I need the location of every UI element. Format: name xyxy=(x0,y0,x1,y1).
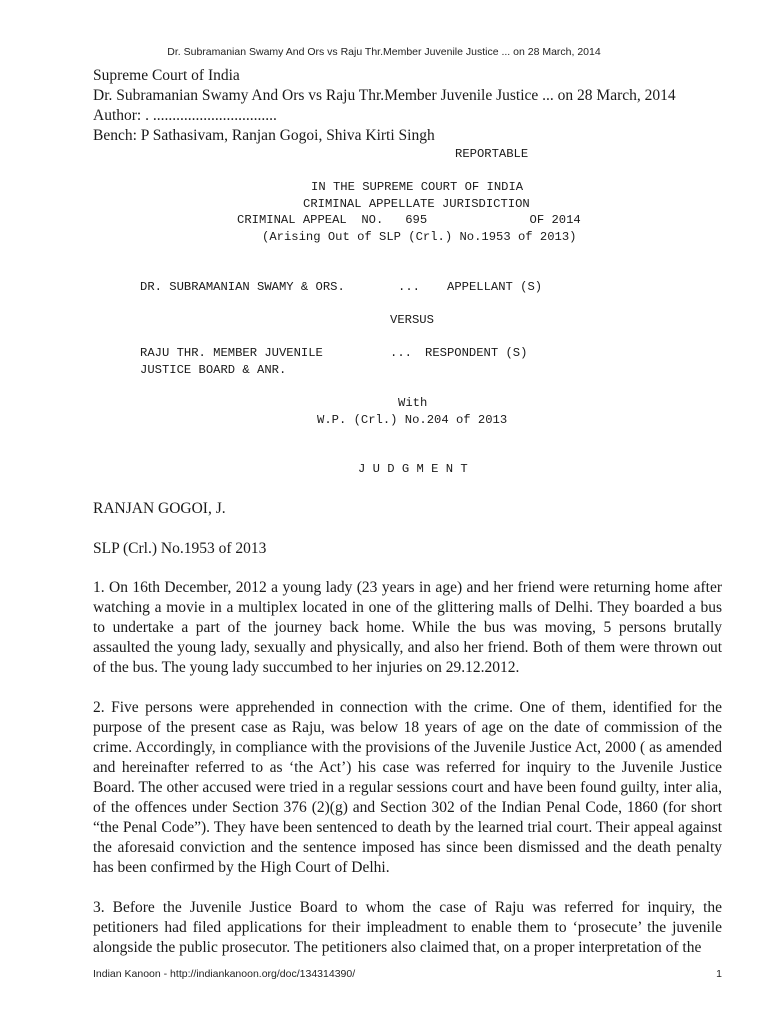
with-label: With xyxy=(398,396,428,410)
bench-line: Bench: P Sathasivam, Ranjan Gogoi, Shiva Kirti Singh xyxy=(93,127,435,144)
respondent-dots: ... xyxy=(390,346,412,360)
judgment-heading: J U D G M E N T xyxy=(358,462,468,476)
paragraph-3: 3. Before the Juvenile Justice Board to whom the case of Raju was referred for inquiry, the petitioners had filed applications for their impleadment to enable them to ‘prosecute’ the juvenile alongside the public prosecutor. The petitioners also claimed that, on a proper interpretation of the xyxy=(93,899,722,956)
respondent-name-line2: JUSTICE BOARD & ANR. xyxy=(140,363,287,377)
running-header: Dr. Subramanian Swamy And Ors vs Raju Thr.Member Juvenile Justice ... on 28 March, 2014 xyxy=(167,46,601,58)
paragraph-1: 1. On 16th December, 2012 a young lady (23 years in age) and her friend were returning home after watching a movie in a multiplex located in one of the glittering malls of Delhi. They boarded a bus to undertake a part of the journey back home. While the bus was moving, 5 persons brutally assaulted the young lady, sexually and physically, and also her friend. Both of them were thrown out of the bus. The young lady succumbed to her injuries on 29.12.2012. xyxy=(93,579,722,676)
reportable-label: REPORTABLE xyxy=(455,147,529,161)
appeal-number-line: CRIMINAL APPEAL NO. 695 OF 2014 xyxy=(237,213,581,227)
court-heading: IN THE SUPREME COURT OF INDIA xyxy=(311,180,524,194)
page-number: 1 xyxy=(716,968,722,980)
running-footer xyxy=(93,968,722,980)
footer-source-link[interactable]: Indian Kanoon - http://indiankanoon.org/doc/134314390/ xyxy=(93,968,356,980)
jurisdiction-heading: CRIMINAL APPELLATE JURISDICTION xyxy=(303,197,530,211)
court-name: Supreme Court of India xyxy=(93,67,240,84)
appellant-role: APPELLANT (S) xyxy=(447,280,543,294)
respondent-name-line1: RAJU THR. MEMBER JUVENILE xyxy=(140,346,323,360)
document-meta xyxy=(93,66,676,146)
author-line: Author: . ................................ xyxy=(93,107,277,124)
slp-heading: SLP (Crl.) No.1953 of 2013 xyxy=(93,540,267,557)
arising-line: (Arising Out of SLP (Crl.) No.1953 of 2013) xyxy=(262,230,577,244)
paragraph-2: 2. Five persons were apprehended in connection with the crime. One of them, identified for the purpose of the present case as Raju, was below 18 years of age on the date of commission of the crime. Accordingly, in compliance with the provisions of the Juvenile Justice Act, 2000 ( as amended and hereinafter referred to as ‘the Act’) his case was referred for inquiry to the Juvenile Justice Board. The other accused were tried in a regular sessions court and have been found guilty, inter alia, of the offences under Section 376 (2)(g) and Section 302 of the Indian Penal Code, 1860 (for short “the Penal Code”). They have been sentenced to death by the learned trial court. Their appeal against the aforesaid conviction and the sentence imposed has since been dismissed and the death penalty has been confirmed by the High Court of Delhi. xyxy=(93,699,722,876)
appellant-name: DR. SUBRAMANIAN SWAMY & ORS. xyxy=(140,280,345,294)
case-title: Dr. Subramanian Swamy And Ors vs Raju Thr.Member Juvenile Justice ... on 28 March, 2014 xyxy=(93,87,676,104)
versus-label: VERSUS xyxy=(390,313,434,327)
writ-petition-line: W.P. (Crl.) No.204 of 2013 xyxy=(317,413,508,427)
judge-name: RANJAN GOGOI, J. xyxy=(93,500,226,517)
appellant-dots: ... xyxy=(398,280,420,294)
respondent-role: RESPONDENT (S) xyxy=(425,346,528,360)
